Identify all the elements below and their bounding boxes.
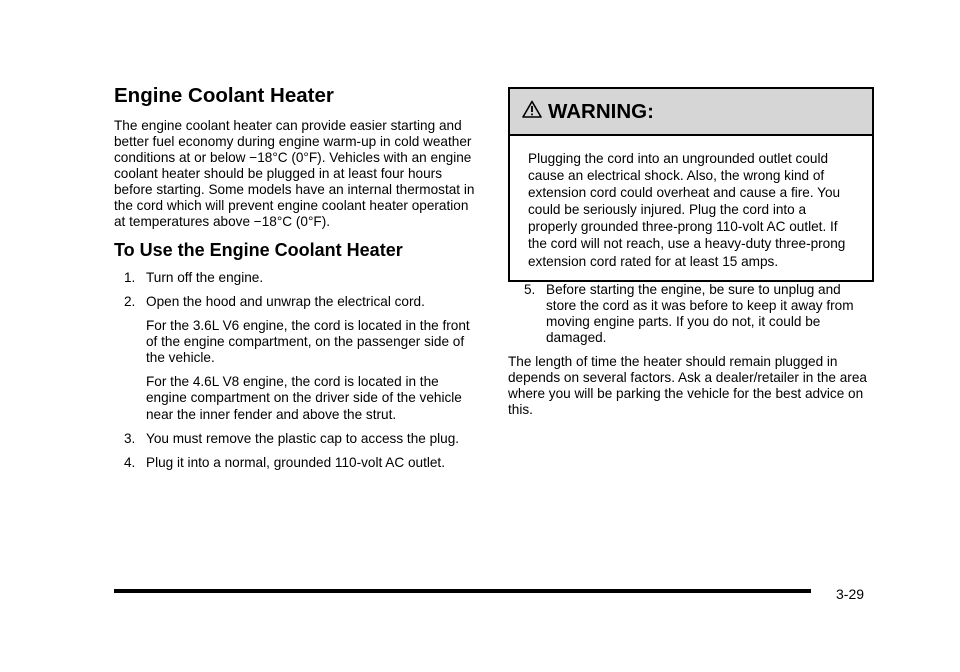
warning-box	[508, 87, 874, 282]
warning-body	[510, 136, 872, 280]
right-column	[508, 87, 874, 418]
note-v6: For the 3.6L V6 engine, the cord is located in the front of the engine compartment, on the passenger side of the vehicle.	[146, 318, 470, 366]
list-item	[514, 282, 874, 346]
steps-list-cont	[114, 431, 482, 471]
intro-paragraph: The engine coolant heater can provide easier starting and better fuel economy during engine warm-up in cold weather conditions at or below −18°C (0°F). Vehicles with an engine coolant heater should be plugged in at least four hours before starting. Some models have an internal thermostat in the cord which will prevent engine coolant heater operation at temperatures above −18°C (0°F).	[114, 117, 475, 230]
step-number: 2.	[124, 293, 136, 309]
page-number: 3-29	[836, 586, 865, 602]
step-text: Before starting the engine, be sure to unplug and store the cord as it was before to keep it away from moving engine parts. If you do not, it could be damaged.	[546, 281, 854, 345]
footer-rule	[114, 589, 811, 593]
list-item	[114, 431, 482, 447]
section-title: Engine Coolant Heater	[114, 84, 334, 107]
step-text: Plug it into a normal, grounded 110-volt AC outlet.	[146, 454, 445, 470]
step-number: 1.	[124, 269, 136, 285]
closing-paragraph: The length of time the heater should remain plugged in depends on several factors. Ask a dealer/retailer in the area where you will be parking the vehicle for the best advice on this.	[508, 354, 867, 418]
step-number: 3.	[124, 430, 136, 446]
steps-list	[114, 270, 482, 310]
note-v8: For the 4.6L V8 engine, the cord is located in the engine compartment on the driver side of the vehicle near the inner fender and above the strut.	[146, 374, 462, 422]
warning-triangle-icon	[522, 100, 542, 123]
step-number: 4.	[124, 454, 136, 470]
list-item	[114, 270, 482, 286]
subsection-title: To Use the Engine Coolant Heater	[114, 240, 403, 261]
step-text: Open the hood and unwrap the electrical cord.	[146, 293, 425, 309]
list-item	[114, 455, 482, 471]
step-number: 5.	[524, 281, 536, 297]
warning-text: Plugging the cord into an ungrounded outlet could cause an electrical shock. Also, the wrong kind of extension cord could overheat and cause a fire. You could be seriously injured. Plug the cord into a properly grounded three-prong 110-volt AC outlet. If the cord will not reach, use a heavy-duty three-prong extension cord rated for at least 15 amps.	[528, 151, 846, 269]
warning-header	[510, 89, 872, 136]
steps-list-right	[508, 282, 874, 346]
warning-label: WARNING:	[548, 99, 654, 123]
step-2-notes	[114, 318, 482, 423]
left-column	[114, 84, 482, 479]
list-item	[114, 294, 482, 310]
step-text: You must remove the plastic cap to access the plug.	[146, 430, 460, 446]
step-text: Turn off the engine.	[146, 269, 264, 285]
